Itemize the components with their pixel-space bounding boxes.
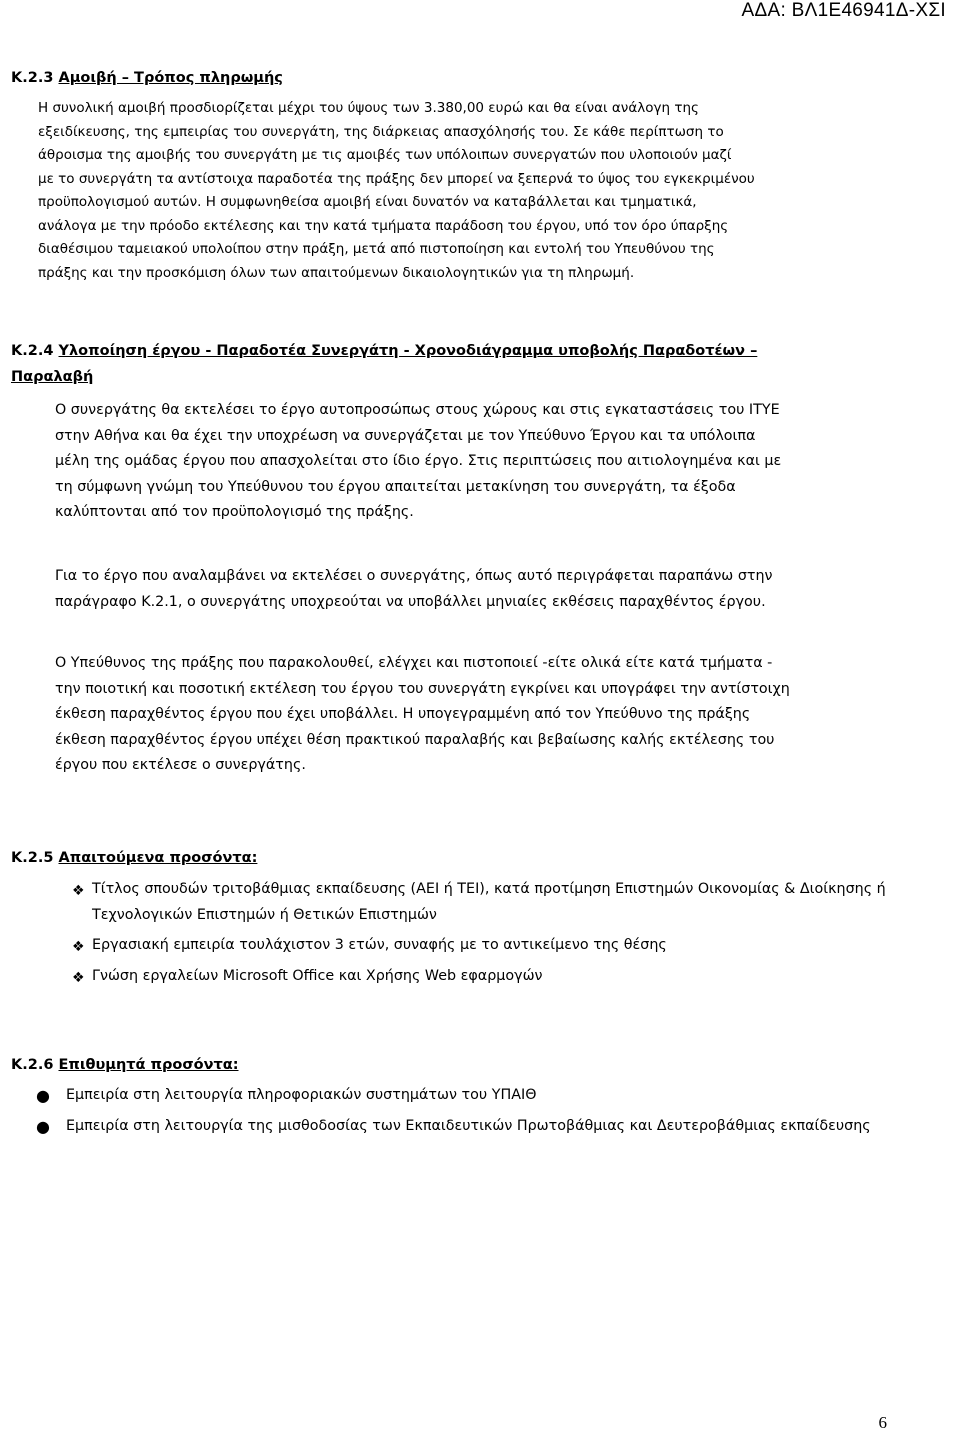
list-item-text: Εργασιακή εμπειρία τουλάχιστον 3 ετών, συναφής με το αντικείμενο της θέσης bbox=[92, 937, 667, 954]
bullet-icon: ● bbox=[36, 1116, 50, 1136]
diamond-bullet-icon: ❖ bbox=[72, 939, 85, 956]
paragraph-k24-3 bbox=[55, 651, 887, 779]
list-item bbox=[72, 877, 892, 928]
paragraph-k24-1 bbox=[55, 398, 887, 526]
text-line: πράξης και την προσκόμιση όλων των απαιτούμενων δικαιολογητικών για τη πληρωμή. bbox=[38, 264, 635, 281]
section-number: Κ.2.5 bbox=[11, 850, 54, 866]
section-heading-k24-cont bbox=[11, 369, 93, 385]
text-line: τη σύμφωνη γνώμη του Υπεύθυνου του έργου απαιτείται μετακίνηση του συνεργάτη, τα έξοδα bbox=[55, 478, 736, 495]
paragraph-k24-2 bbox=[55, 564, 887, 615]
text-line: ανάλογα με την πρόοδο εκτέλεσης και την κατά τμήματα παράδοση του έργου, υπό τον όρο ύπαρξης bbox=[38, 217, 729, 234]
list-item bbox=[36, 1114, 896, 1140]
section-heading-k24 bbox=[11, 343, 757, 359]
bullet-icon: ● bbox=[36, 1086, 50, 1105]
text-line: με το συνεργάτη τα αντίστοιχα παραδοτέα της πράξης δεν μπορεί να ξεπερνά το ύψος του εγκεκριμένου bbox=[38, 170, 755, 187]
list-item bbox=[72, 933, 892, 959]
ada-code: ΑΔΑ: ΒΛ1Ε46941Δ-ΧΣΙ bbox=[741, 0, 946, 21]
paragraph-k23 bbox=[38, 97, 886, 285]
text-line: έκθεση παραχθέντος έργου υπέχει θέση πρακτικού παραλαβής και βεβαίωσης καλής εκτέλεσης του bbox=[55, 731, 775, 748]
text-line: έκθεση παραχθέντος έργου που έχει υποβάλλει. Η υπογεγραμμένη από τον Υπεύθυνο της πράξης bbox=[55, 706, 751, 723]
list-item-text: Γνώση εργαλείων Microsoft Office και Χρήσης Web εφαρμογών bbox=[92, 967, 543, 984]
list-item bbox=[36, 1083, 896, 1109]
section-heading-k23 bbox=[11, 70, 283, 86]
desired-qualifications-list bbox=[36, 1083, 896, 1139]
text-line: στην Αθήνα και θα έχει την υποχρέωση να συνεργάζεται με τον Υπεύθυνο Έργου και τα υπόλοιπα bbox=[55, 427, 756, 444]
required-qualifications-list bbox=[72, 877, 892, 989]
section-title: Αμοιβή – Τρόπος πληρωμής bbox=[58, 70, 283, 86]
section-number: Κ.2.4 bbox=[11, 343, 54, 359]
text-line: άθροισμα της αμοιβής του συνεργάτη με τις αμοιβές των υπόλοιπων συνεργατών που υλοποιούν μαζί bbox=[38, 147, 732, 163]
text-line: την ποιοτική και ποσοτική εκτέλεση του έργου του συνεργάτη εγκρίνει και υπογράφει την αντίστοιχη bbox=[55, 680, 790, 697]
diamond-bullet-icon: ❖ bbox=[72, 883, 85, 899]
text-line: καλύπτονται από τον προϋπολογισμό της πράξης. bbox=[55, 504, 414, 521]
text-line: Για το έργο που αναλαμβάνει να εκτελέσει ο συνεργάτης, όπως αυτό περιγράφεται παραπάνω στην bbox=[55, 568, 773, 584]
text-line: προϋπολογισμού αυτών. Η συμφωνηθείσα αμοιβή είναι δυνατόν να καταβάλλεται και τμηματικά, bbox=[38, 194, 697, 210]
section-heading-k25 bbox=[11, 850, 257, 866]
section-title: Απαιτούμενα προσόντα: bbox=[58, 850, 258, 866]
section-title: Υλοποίηση έργου - Παραδοτέα Συνεργάτη - Χρονοδιάγραμμα υποβολής Παραδοτέων – bbox=[58, 343, 758, 359]
list-item-text: Τίτλος σπουδών τριτοβάθμιας εκπαίδευσης (ΑΕΙ ή ΤΕΙ), κατά προτίμηση Επιστημών Οικονομίας & Διοίκησης ή Τεχνολογικών Επιστημών ή Θετικών Επιστημών bbox=[92, 881, 886, 923]
section-number: Κ.2.6 bbox=[11, 1057, 54, 1073]
list-item-text: Εμπειρία στη λειτουργία της μισθοδοσίας των Εκπαιδευτικών Πρωτοβάθμιας και Δευτεροβάθμιας εκπαίδευσης bbox=[66, 1117, 871, 1134]
diamond-bullet-icon: ❖ bbox=[72, 969, 85, 986]
text-line: έργου που εκτέλεσε ο συνεργάτης. bbox=[55, 757, 306, 774]
text-line: μέλη της ομάδας έργου που απασχολείται στο ίδιο έργο. Στις περιπτώσεις που αιτιολογημένα και με bbox=[55, 453, 782, 470]
section-heading-k26 bbox=[11, 1057, 239, 1073]
list-item-text: Εμπειρία στη λειτουργία πληροφοριακών συστημάτων του ΥΠΑΙΘ bbox=[66, 1087, 537, 1103]
text-line: διαθέσιμου ταμειακού υπολοίπου στην πράξη, μετά από πιστοποίηση και εντολή του Υπευθύνου της bbox=[38, 241, 715, 257]
text-line: Ο συνεργάτης θα εκτελέσει το έργο αυτοπροσώπως στους χώρους και στις εγκαταστάσεις του ΙΤΥΕ bbox=[55, 402, 780, 418]
text-line: εξειδίκευσης, της εμπειρίας του συνεργάτη, της διάρκειας απασχόλησής του. Σε κάθε περίπτωση το bbox=[38, 123, 724, 140]
section-title: Επιθυμητά προσόντα: bbox=[58, 1057, 239, 1073]
text-line: παράγραφο Κ.2.1, ο συνεργάτης υποχρεούται να υποβάλλει μηνιαίες εκθέσεις παραχθέντος έργου. bbox=[55, 593, 766, 610]
text-line: Η συνολική αμοιβή προσδιορίζεται μέχρι του ύψους των 3.380,00 ευρώ και θα είναι ανάλογη της bbox=[38, 100, 699, 116]
list-item bbox=[72, 964, 892, 990]
section-title-cont: Παραλαβή bbox=[11, 369, 94, 385]
page-number: 6 bbox=[878, 1413, 887, 1432]
section-number: Κ.2.3 bbox=[11, 70, 54, 86]
text-line: Ο Υπεύθυνος της πράξης που παρακολουθεί, ελέγχει και πιστοποιεί -είτε ολικά είτε κατά τμήματα - bbox=[55, 655, 773, 671]
